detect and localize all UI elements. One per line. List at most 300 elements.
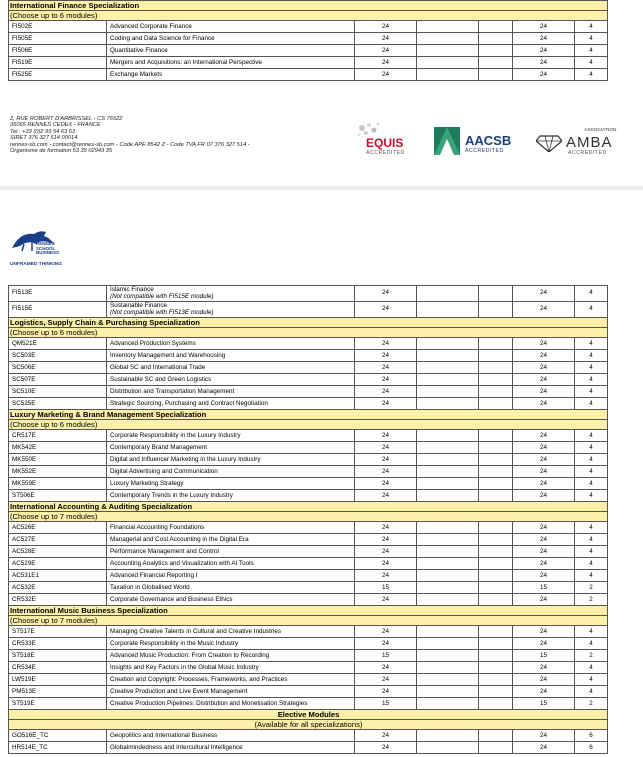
finance-spec-table bbox=[8, 0, 608, 81]
module-code: CR534E bbox=[9, 662, 107, 674]
module-title: Globalmindedness and Intercultural Intelligence bbox=[107, 742, 355, 754]
hours-1: 24 bbox=[355, 522, 417, 534]
empty-cell bbox=[479, 570, 513, 582]
ects-credits: 4 bbox=[575, 466, 608, 478]
module-code: GO516E_TC bbox=[9, 730, 107, 742]
empty-cell bbox=[417, 534, 479, 546]
empty-cell bbox=[417, 430, 479, 442]
hours-1: 24 bbox=[355, 626, 417, 638]
hours-1: 24 bbox=[355, 21, 417, 33]
module-code: FI513E bbox=[9, 286, 107, 302]
empty-cell bbox=[417, 286, 479, 302]
ects-credits: 4 bbox=[575, 534, 608, 546]
empty-cell bbox=[479, 45, 513, 57]
empty-cell bbox=[417, 698, 479, 710]
empty-cell bbox=[417, 478, 479, 490]
module-code: SC503E bbox=[9, 350, 107, 362]
aacsb-emblem-icon bbox=[434, 127, 460, 155]
empty-cell bbox=[479, 638, 513, 650]
section-header: (Choose up to 7 modules) bbox=[9, 512, 608, 522]
hours-1: 24 bbox=[355, 33, 417, 45]
module-note: (Not compatible with FI513E module) bbox=[110, 308, 214, 316]
module-title: Digital Advertising and Communication bbox=[107, 466, 355, 478]
ects-credits: 4 bbox=[575, 350, 608, 362]
table-row bbox=[9, 674, 608, 686]
ects-credits: 4 bbox=[575, 478, 608, 490]
section-header: International Accounting & Auditing Specialization bbox=[9, 502, 608, 512]
ects-credits: 2 bbox=[575, 698, 608, 710]
table-row bbox=[9, 338, 608, 350]
hours-2: 24 bbox=[513, 594, 575, 606]
module-title: Corporate Responsibility in the Luxury Industry bbox=[107, 430, 355, 442]
module-title: Geopolitics and International Business bbox=[107, 730, 355, 742]
hours-2: 15 bbox=[513, 698, 575, 710]
hours-2: 24 bbox=[513, 478, 575, 490]
ects-credits: 4 bbox=[575, 374, 608, 386]
table-row bbox=[9, 442, 608, 454]
empty-cell bbox=[417, 302, 479, 318]
hours-1: 15 bbox=[355, 698, 417, 710]
module-title: Inventory Management and Warehousing bbox=[107, 350, 355, 362]
empty-cell bbox=[479, 362, 513, 374]
empty-cell bbox=[417, 386, 479, 398]
equis-name: EQUIS bbox=[366, 136, 404, 150]
hours-1: 24 bbox=[355, 302, 417, 318]
hours-2: 24 bbox=[513, 398, 575, 410]
module-code: CR532E bbox=[9, 594, 107, 606]
aacsb-name: AACSB bbox=[465, 133, 512, 148]
hours-2: 24 bbox=[513, 302, 575, 318]
module-title: Accounting Analytics and Visualization with AI Tools bbox=[107, 558, 355, 570]
section-header: International Finance Specialization bbox=[9, 1, 608, 11]
module-title: Insights and Key Factors in the Global Music Industry bbox=[107, 662, 355, 674]
empty-cell bbox=[417, 558, 479, 570]
module-code: ST506E bbox=[9, 490, 107, 502]
module-title: Sustainable Finance bbox=[110, 301, 168, 309]
ects-credits: 4 bbox=[575, 454, 608, 466]
empty-cell bbox=[479, 534, 513, 546]
hours-2: 24 bbox=[513, 57, 575, 69]
empty-cell bbox=[417, 398, 479, 410]
module-code: FI525E bbox=[9, 69, 107, 81]
empty-cell bbox=[479, 338, 513, 350]
module-code: AC529E bbox=[9, 558, 107, 570]
empty-cell bbox=[479, 57, 513, 69]
empty-cell bbox=[417, 33, 479, 45]
module-title: Creative Production and Live Event Management bbox=[107, 686, 355, 698]
empty-cell bbox=[417, 570, 479, 582]
module-title: Corporate Responsibility in the Music Industry bbox=[107, 638, 355, 650]
table-row bbox=[9, 490, 608, 502]
table-row bbox=[9, 33, 608, 45]
empty-cell bbox=[417, 662, 479, 674]
empty-cell bbox=[417, 350, 479, 362]
ects-credits: 4 bbox=[575, 69, 608, 81]
module-title: Contemporary Trends in the Luxury Industry bbox=[107, 490, 355, 502]
hours-1: 24 bbox=[355, 662, 417, 674]
hours-1: 24 bbox=[355, 570, 417, 582]
module-title: Creative Production Pipelines: Distribution and Monetisation Strategies bbox=[107, 698, 355, 710]
rsb-line1: RENNES bbox=[36, 241, 55, 246]
section-header: (Choose up to 7 modules) bbox=[9, 616, 608, 626]
section-header: (Choose up to 6 modules) bbox=[9, 420, 608, 430]
hours-2: 24 bbox=[513, 466, 575, 478]
ects-credits: 4 bbox=[575, 546, 608, 558]
module-title: Corporate Governance and Business Ethics bbox=[107, 594, 355, 606]
hours-2: 24 bbox=[513, 742, 575, 754]
ects-credits: 4 bbox=[575, 638, 608, 650]
empty-cell bbox=[479, 626, 513, 638]
address-line: 2, RUE ROBERT D'ARBRISSEL - CS 76522 bbox=[10, 116, 123, 122]
table-row bbox=[9, 582, 608, 594]
empty-cell bbox=[479, 398, 513, 410]
hours-1: 24 bbox=[355, 730, 417, 742]
hours-1: 15 bbox=[355, 650, 417, 662]
empty-cell bbox=[479, 430, 513, 442]
ects-credits: 4 bbox=[575, 338, 608, 350]
hours-2: 24 bbox=[513, 534, 575, 546]
address-line: Organisme de formation 53 35 02943 35 bbox=[10, 148, 113, 155]
empty-cell bbox=[479, 21, 513, 33]
section-header: (Choose up to 6 modules) bbox=[9, 11, 608, 21]
section-header: International Music Business Specialization bbox=[9, 606, 608, 616]
module-title bbox=[107, 302, 355, 318]
hours-1: 15 bbox=[355, 582, 417, 594]
module-code: ST518E bbox=[9, 650, 107, 662]
section-header-row bbox=[9, 720, 608, 730]
empty-cell bbox=[417, 674, 479, 686]
table-row bbox=[9, 534, 608, 546]
module-code: SC506E bbox=[9, 362, 107, 374]
hours-2: 24 bbox=[513, 430, 575, 442]
ects-credits: 4 bbox=[575, 558, 608, 570]
empty-cell bbox=[479, 302, 513, 318]
empty-cell bbox=[417, 454, 479, 466]
ects-credits: 4 bbox=[575, 522, 608, 534]
ects-credits: 2 bbox=[575, 650, 608, 662]
module-title: Sustainable SC and Green Logistics bbox=[107, 374, 355, 386]
empty-cell bbox=[417, 626, 479, 638]
table-row bbox=[9, 742, 608, 754]
hours-1: 24 bbox=[355, 534, 417, 546]
module-title: Exchange Markets bbox=[107, 69, 355, 81]
empty-cell bbox=[479, 478, 513, 490]
table-row bbox=[9, 478, 608, 490]
hours-1: 24 bbox=[355, 594, 417, 606]
hours-2: 24 bbox=[513, 69, 575, 81]
hours-1: 24 bbox=[355, 742, 417, 754]
hours-2: 15 bbox=[513, 650, 575, 662]
hours-2: 24 bbox=[513, 686, 575, 698]
empty-cell bbox=[417, 69, 479, 81]
hours-2: 24 bbox=[513, 442, 575, 454]
module-code: SC510E bbox=[9, 386, 107, 398]
module-title: Global SC and International Trade bbox=[107, 362, 355, 374]
ects-credits: 4 bbox=[575, 662, 608, 674]
hours-1: 24 bbox=[355, 69, 417, 81]
empty-cell bbox=[417, 338, 479, 350]
module-code: CR533E bbox=[9, 638, 107, 650]
hours-2: 24 bbox=[513, 730, 575, 742]
empty-cell bbox=[417, 522, 479, 534]
ects-credits: 6 bbox=[575, 742, 608, 754]
address-line: Tel : +33 (0)2 99 54 63 63 bbox=[10, 128, 76, 135]
empty-cell bbox=[417, 490, 479, 502]
module-title: Financial Accounting Foundations bbox=[107, 522, 355, 534]
ects-credits: 4 bbox=[575, 362, 608, 374]
hours-2: 24 bbox=[513, 626, 575, 638]
empty-cell bbox=[417, 650, 479, 662]
hours-2: 24 bbox=[513, 286, 575, 302]
module-code: LW519E bbox=[9, 674, 107, 686]
equis-logo bbox=[352, 120, 414, 160]
module-code: ST517E bbox=[9, 626, 107, 638]
hours-1: 24 bbox=[355, 638, 417, 650]
ects-credits: 4 bbox=[575, 33, 608, 45]
table-row bbox=[9, 546, 608, 558]
hours-1: 24 bbox=[355, 386, 417, 398]
hours-1: 24 bbox=[355, 454, 417, 466]
hours-2: 24 bbox=[513, 45, 575, 57]
amba-accredited: ACCREDITED bbox=[568, 150, 607, 156]
equis-accredited: ACCREDITED bbox=[366, 150, 405, 156]
table-row bbox=[9, 398, 608, 410]
module-code: FI506E bbox=[9, 45, 107, 57]
empty-cell bbox=[417, 594, 479, 606]
ects-credits: 4 bbox=[575, 302, 608, 318]
hours-1: 24 bbox=[355, 558, 417, 570]
ects-credits: 4 bbox=[575, 430, 608, 442]
empty-cell bbox=[417, 730, 479, 742]
module-title: Digital and Influencer Marketing in the Luxury Industry bbox=[107, 454, 355, 466]
module-code: FI502E bbox=[9, 21, 107, 33]
table-row bbox=[9, 594, 608, 606]
ects-credits: 4 bbox=[575, 442, 608, 454]
address-line: rennes-sb.com - contact@rennes-sb.com - Code APE 8542 Z - Code TVA FR 07 376 327 514 - bbox=[10, 141, 250, 148]
section-header-row bbox=[9, 710, 608, 720]
section-header: (Available for all specializations) bbox=[9, 720, 608, 730]
empty-cell bbox=[417, 21, 479, 33]
empty-cell bbox=[479, 582, 513, 594]
ects-credits: 4 bbox=[575, 45, 608, 57]
table-row bbox=[9, 386, 608, 398]
module-code: MK550E bbox=[9, 454, 107, 466]
module-code: AC532E bbox=[9, 582, 107, 594]
empty-cell bbox=[479, 442, 513, 454]
empty-cell bbox=[417, 546, 479, 558]
hours-2: 24 bbox=[513, 350, 575, 362]
module-title: Taxation in Globalised World bbox=[107, 582, 355, 594]
empty-cell bbox=[417, 362, 479, 374]
table-row bbox=[9, 57, 608, 69]
module-title: Coding and Data Science for Finance bbox=[107, 33, 355, 45]
hours-1: 24 bbox=[355, 45, 417, 57]
module-note: (Not compatible with FI515E module) bbox=[110, 292, 214, 300]
module-code: MK542E bbox=[9, 442, 107, 454]
table-row bbox=[9, 430, 608, 442]
hours-2: 24 bbox=[513, 570, 575, 582]
table-row bbox=[9, 558, 608, 570]
hours-2: 24 bbox=[513, 21, 575, 33]
page-divider bbox=[0, 186, 643, 190]
rsb-logo bbox=[10, 228, 80, 267]
empty-cell bbox=[479, 686, 513, 698]
module-title: Distribution and Transportation Management bbox=[107, 386, 355, 398]
section-header-row bbox=[9, 11, 608, 21]
hours-1: 24 bbox=[355, 374, 417, 386]
module-code: MK552E bbox=[9, 466, 107, 478]
empty-cell bbox=[479, 386, 513, 398]
empty-cell bbox=[417, 57, 479, 69]
empty-cell bbox=[479, 286, 513, 302]
section-header: Logistics, Supply Chain & Purchasing Specialization bbox=[9, 318, 608, 328]
table-row bbox=[9, 374, 608, 386]
empty-cell bbox=[479, 69, 513, 81]
ects-credits: 4 bbox=[575, 570, 608, 582]
table-row bbox=[9, 466, 608, 478]
ects-credits: 4 bbox=[575, 398, 608, 410]
table-row bbox=[9, 454, 608, 466]
amba-logo bbox=[536, 128, 626, 160]
empty-cell bbox=[479, 662, 513, 674]
hours-2: 24 bbox=[513, 638, 575, 650]
ects-credits: 4 bbox=[575, 57, 608, 69]
module-title: Islamic Finance bbox=[110, 285, 154, 293]
module-code: FI519E bbox=[9, 57, 107, 69]
rsb-line2: SCHOOL bbox=[36, 245, 56, 251]
empty-cell bbox=[479, 33, 513, 45]
module-title: Performance Management and Control bbox=[107, 546, 355, 558]
module-code: SC525E bbox=[9, 398, 107, 410]
empty-cell bbox=[479, 730, 513, 742]
empty-cell bbox=[417, 638, 479, 650]
empty-cell bbox=[417, 45, 479, 57]
table-row bbox=[9, 350, 608, 362]
table-row bbox=[9, 21, 608, 33]
module-title: Managerial and Cost Accounting in the Digital Era bbox=[107, 534, 355, 546]
hours-2: 24 bbox=[513, 454, 575, 466]
hours-1: 24 bbox=[355, 398, 417, 410]
empty-cell bbox=[479, 546, 513, 558]
module-code: AC527E bbox=[9, 534, 107, 546]
table-row bbox=[9, 362, 608, 374]
section-header: Luxury Marketing & Brand Management Specialization bbox=[9, 410, 608, 420]
ects-credits: 4 bbox=[575, 386, 608, 398]
module-code: HR514E_TC bbox=[9, 742, 107, 754]
amba-diamond-icon bbox=[536, 132, 562, 152]
empty-cell bbox=[479, 650, 513, 662]
hours-2: 24 bbox=[513, 662, 575, 674]
footer-address bbox=[10, 116, 250, 154]
section-header-row bbox=[9, 420, 608, 430]
section-header-row bbox=[9, 328, 608, 338]
aacsb-logo bbox=[434, 127, 519, 159]
hours-1: 24 bbox=[355, 350, 417, 362]
ects-credits: 4 bbox=[575, 21, 608, 33]
module-code: FI515E bbox=[9, 302, 107, 318]
ects-credits: 4 bbox=[575, 686, 608, 698]
module-title: Contemporary Brand Management bbox=[107, 442, 355, 454]
module-code: AC526E bbox=[9, 522, 107, 534]
hours-1: 24 bbox=[355, 674, 417, 686]
module-code: SC507E bbox=[9, 374, 107, 386]
ects-credits: 4 bbox=[575, 674, 608, 686]
ects-credits: 2 bbox=[575, 582, 608, 594]
table-row bbox=[9, 522, 608, 534]
section-header-row bbox=[9, 616, 608, 626]
table-row bbox=[9, 302, 608, 318]
hours-2: 24 bbox=[513, 33, 575, 45]
empty-cell bbox=[417, 686, 479, 698]
hours-2: 24 bbox=[513, 338, 575, 350]
empty-cell bbox=[479, 466, 513, 478]
address-line: SIRET 376 327 514 00014 bbox=[10, 135, 78, 142]
hours-1: 24 bbox=[355, 286, 417, 302]
table-row bbox=[9, 570, 608, 582]
module-title: Luxury Marketing Strategy bbox=[107, 478, 355, 490]
ects-credits: 4 bbox=[575, 286, 608, 302]
ects-credits: 4 bbox=[575, 626, 608, 638]
empty-cell bbox=[417, 442, 479, 454]
module-title bbox=[107, 286, 355, 302]
table-row bbox=[9, 626, 608, 638]
table-row bbox=[9, 650, 608, 662]
empty-cell bbox=[479, 594, 513, 606]
module-title: Mergers and Acquisitions: an International Perspective bbox=[107, 57, 355, 69]
aacsb-accredited: ACCREDITED bbox=[465, 148, 504, 154]
section-header-row bbox=[9, 1, 608, 11]
hours-1: 24 bbox=[355, 442, 417, 454]
section-header-row bbox=[9, 512, 608, 522]
empty-cell bbox=[479, 558, 513, 570]
module-title: Quantitative Finance bbox=[107, 45, 355, 57]
module-title: Advanced Music Production: From Creation to Recording bbox=[107, 650, 355, 662]
hours-1: 24 bbox=[355, 430, 417, 442]
hours-1: 24 bbox=[355, 57, 417, 69]
hours-2: 24 bbox=[513, 374, 575, 386]
empty-cell bbox=[479, 742, 513, 754]
table-row bbox=[9, 730, 608, 742]
hours-2: 24 bbox=[513, 386, 575, 398]
table-row bbox=[9, 662, 608, 674]
empty-cell bbox=[479, 374, 513, 386]
hours-2: 15 bbox=[513, 582, 575, 594]
module-code: PM513E bbox=[9, 686, 107, 698]
section-header-row bbox=[9, 502, 608, 512]
rsb-line3: BUSINESS bbox=[36, 250, 60, 256]
hours-2: 24 bbox=[513, 522, 575, 534]
module-title: Strategic Sourcing, Purchasing and Contract Negotiation bbox=[107, 398, 355, 410]
hours-2: 24 bbox=[513, 558, 575, 570]
table-row bbox=[9, 638, 608, 650]
section-header-row bbox=[9, 606, 608, 616]
module-code: QM521E bbox=[9, 338, 107, 350]
hours-1: 24 bbox=[355, 686, 417, 698]
hours-2: 24 bbox=[513, 546, 575, 558]
empty-cell bbox=[479, 674, 513, 686]
empty-cell bbox=[417, 466, 479, 478]
address-line: 35065 RENNES CEDEX - FRANCE bbox=[10, 122, 101, 129]
hours-2: 24 bbox=[513, 490, 575, 502]
amba-association: ASSOCIATION bbox=[584, 128, 617, 133]
module-code: MK559E bbox=[9, 478, 107, 490]
empty-cell bbox=[479, 698, 513, 710]
module-code: AC531E1 bbox=[9, 570, 107, 582]
empty-cell bbox=[417, 742, 479, 754]
ects-credits: 6 bbox=[575, 730, 608, 742]
module-title: Managing Creative Talents in Cultural and Creative Industries bbox=[107, 626, 355, 638]
empty-cell bbox=[479, 522, 513, 534]
